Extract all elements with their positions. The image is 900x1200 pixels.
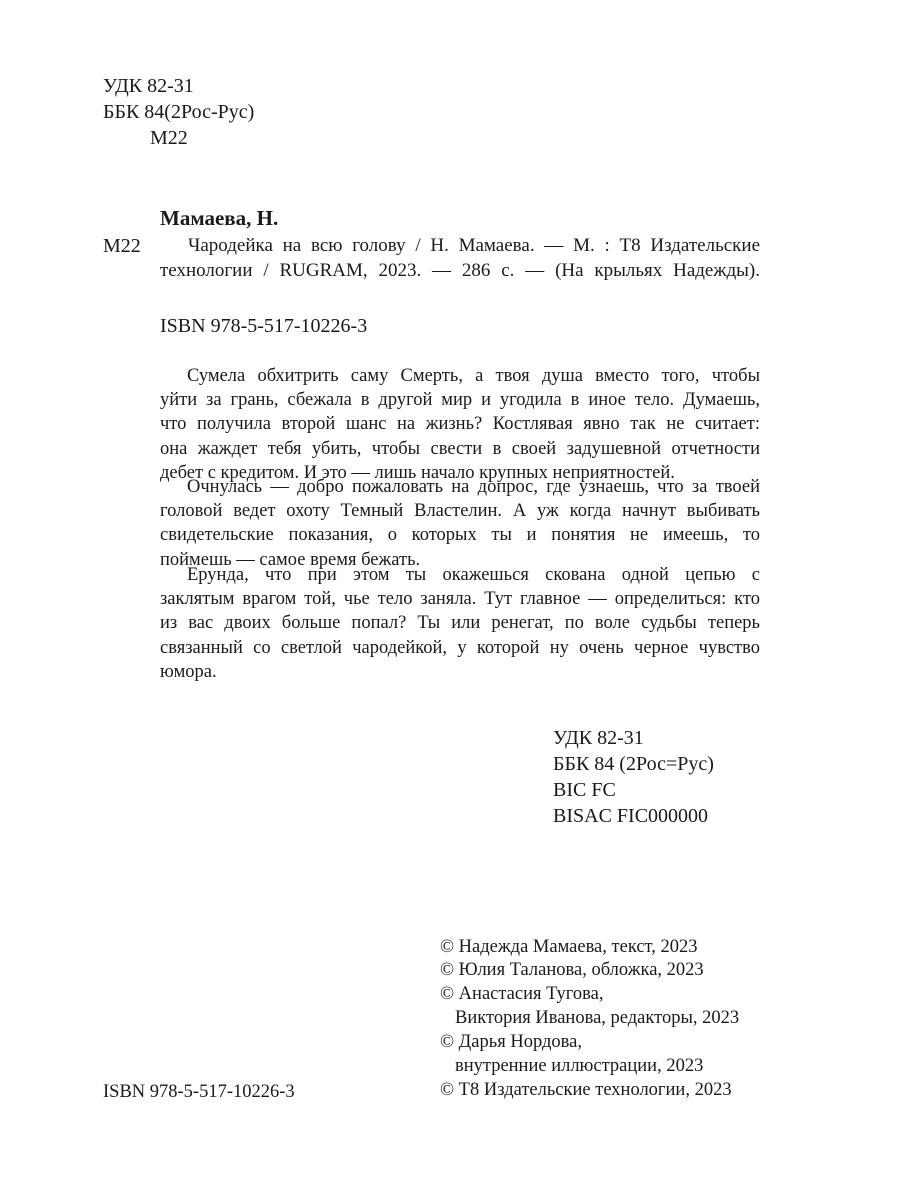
annotation-paragraph-3 bbox=[160, 563, 760, 684]
record-description bbox=[160, 234, 760, 283]
annotation-line: заклятым врагом той, чье тело заняла. Тут главное — определиться: кто bbox=[160, 589, 760, 610]
annotation-paragraph-2 bbox=[160, 475, 760, 572]
annotation-line: поймешь — самое время бежать. bbox=[160, 549, 421, 570]
annotation-line: связанный со светлой чародейкой, у которой ну очень черное чувство bbox=[160, 637, 760, 658]
copyright-author: © Надежда Мамаева, текст, 2023 bbox=[440, 937, 698, 957]
footer-isbn: ISBN 978-5-517-10226-3 bbox=[103, 1082, 295, 1102]
class-udk: УДК 82-31 bbox=[553, 727, 644, 749]
copyright-cover: © Юлия Таланова, обложка, 2023 bbox=[440, 960, 704, 980]
copyright-publisher: © Т8 Издательские технологии, 2023 bbox=[440, 1080, 732, 1100]
annotation-line: головой ведет охоту Темный Властелин. А уж когда начнут выбивать bbox=[160, 501, 760, 522]
record-desc-line-1: Чародейка на всю голову / Н. Мамаева. — М. : Т8 Издательские bbox=[188, 235, 760, 256]
annotation-line: свидетельские показания, о которых ты и понятия не имеешь, то bbox=[160, 525, 760, 546]
copyright-editor-2: Виктория Иванова, редакторы, 2023 bbox=[455, 1008, 740, 1028]
annotation-paragraph-1 bbox=[160, 364, 760, 485]
annotation-line: Сумела обхитрить саму Смерть, а твоя душа вместо того, чтобы bbox=[187, 366, 760, 386]
annotation-line: дебет с кредитом. И это — лишь начало крупных неприятностей. bbox=[160, 462, 675, 483]
annotation-line: что получила второй шанс на жизнь? Костлявая явно так не считает: bbox=[160, 414, 760, 435]
annotation-line: Очнулась — добро пожаловать на допрос, где узнаешь, что за твоей bbox=[187, 477, 760, 497]
record-mark: М22 bbox=[103, 235, 141, 257]
copyright-illustrations-1: © Дарья Нордова, bbox=[440, 1032, 582, 1052]
copyright-illustrations-2: внутренние иллюстрации, 2023 bbox=[455, 1056, 704, 1076]
annotation-line: она жаждет тебя убить, чтобы свести в своей задушевной отчетности bbox=[160, 438, 760, 459]
class-bic: BIC FC bbox=[553, 779, 616, 801]
annotation-line: из вас двоих больше попал? Ты или ренегат, по воле судьбы теперь bbox=[160, 613, 760, 634]
header-bbk: ББК 84(2Рос-Рус) bbox=[103, 101, 255, 123]
record-isbn: ISBN 978-5-517-10226-3 bbox=[160, 315, 368, 337]
annotation-line: уйти за грань, сбежала в другой мир и угодила в иное тело. Думаешь, bbox=[160, 390, 760, 411]
class-bisac: BISAC FIC000000 bbox=[553, 805, 709, 827]
class-bbk: ББК 84 (2Рос=Рус) bbox=[553, 753, 714, 775]
record-author: Мамаева, Н. bbox=[160, 206, 279, 230]
header-udk: УДК 82-31 bbox=[103, 75, 194, 97]
record-desc-line-2: технологии / RUGRAM, 2023. — 286 с. — (На крыльях Надежды). bbox=[160, 259, 760, 281]
copyright-editor-1: © Анастасия Тугова, bbox=[440, 984, 604, 1004]
annotation-line: Ерунда, что при этом ты окажешься скована одной цепью с bbox=[187, 565, 760, 585]
annotation-line: юмора. bbox=[160, 661, 217, 682]
header-author-mark: М22 bbox=[150, 127, 188, 149]
